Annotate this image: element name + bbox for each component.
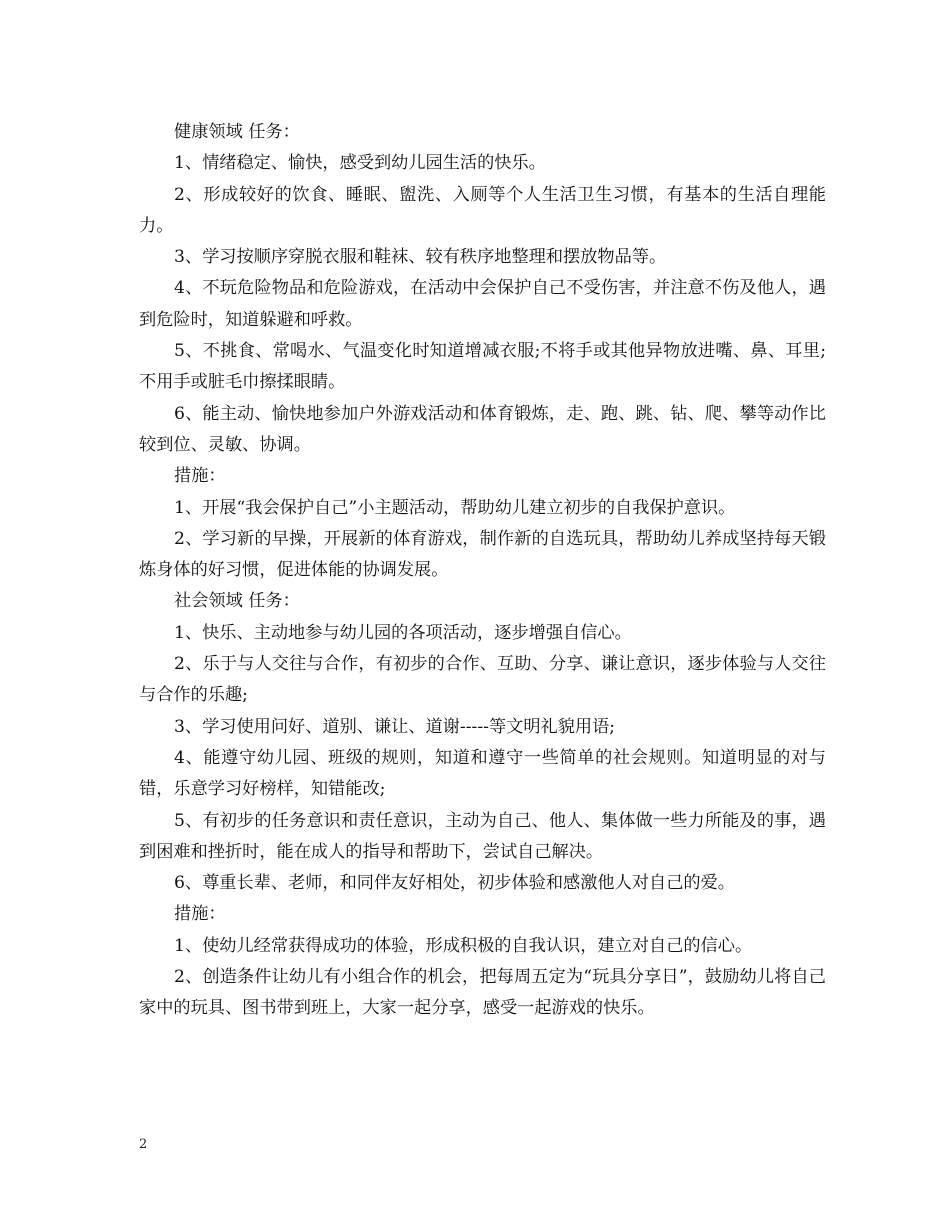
paragraph: 2、创造条件让幼儿有小组合作的机会，把每周五定为“玩具分享日”，鼓励幼儿将自己家中的玩具、图书带到班上，大家一起分享，感受一起游戏的快乐。	[139, 967, 826, 1019]
paragraph: 6、尊重长辈、老师，和同伴友好相处，初步体验和感激他人对自己的爱。	[174, 873, 735, 894]
paragraph: 1、快乐、主动地参与幼儿园的各项活动，逐步增强自信心。	[174, 622, 632, 643]
paragraph: 3、学习使用问好、道别、谦让、道谢-----等文明礼貌用语;	[174, 716, 616, 737]
paragraph: 5、有初步的任务意识和责任意识，主动为自己、他人、集体做一些力所能及的事，遇到困难和挫折时，能在成人的指导和帮助下，尝试自己解决。	[139, 810, 826, 862]
paragraph: 1、情绪稳定、愉快，感受到幼儿园生活的快乐。	[174, 153, 546, 174]
paragraph: 2、形成较好的饮食、睡眠、盥洗、入厕等个人生活卫生习惯，有基本的生活自理能力。	[139, 184, 826, 236]
paragraph: 1、开展“我会保护自己”小主题活动，帮助幼儿建立初步的自我保护意识。	[174, 497, 736, 518]
paragraph: 1、使幼儿经常获得成功的体验，形成积极的自我认识，建立对自己的信心。	[174, 935, 753, 956]
section-heading-measures: 措施：	[174, 466, 226, 487]
paragraph: 3、学习按顺序穿脱衣服和鞋袜、较有秩序地整理和摆放物品等。	[174, 247, 667, 268]
section-heading-health: 健康领域 任务：	[174, 122, 300, 142]
section-heading-social: 社会领域 任务：	[174, 591, 300, 612]
page-number: 2	[139, 1137, 148, 1152]
paragraph: 2、学习新的早操，开展新的体育游戏，制作新的自选玩具，帮助幼儿养成坚持每天锻炼身体的好习惯，促进体能的协调发展。	[139, 528, 826, 581]
paragraph: 4、不玩危险物品和危险游戏，在活动中会保护自己不受伤害，并注意不伤及他人，遇到危险时，知道躲避和呼救。	[139, 278, 826, 330]
document-body	[139, 117, 826, 1025]
paragraph: 4、能遵守幼儿园、班级的规则，知道和遵守一些简单的社会规则。知道明显的对与错，乐意学习好榜样，知错能改;	[139, 747, 826, 800]
paragraph: 6、能主动、愉快地参加户外游戏活动和体育锻炼，走、跑、跳、钻、爬、攀等动作比较到位、灵敏、协调。	[139, 403, 826, 455]
paragraph: 5、不挑食、常喝水、气温变化时知道增减衣服;不将手或其他异物放进嘴、鼻、耳里;不用手或脏毛巾擦揉眼睛。	[139, 341, 826, 393]
section-heading-measures: 措施：	[174, 904, 226, 925]
paragraph: 2、乐于与人交往与合作，有初步的合作、互助、分享、谦让意识，逐步体验与人交往与合作的乐趣;	[139, 654, 826, 706]
